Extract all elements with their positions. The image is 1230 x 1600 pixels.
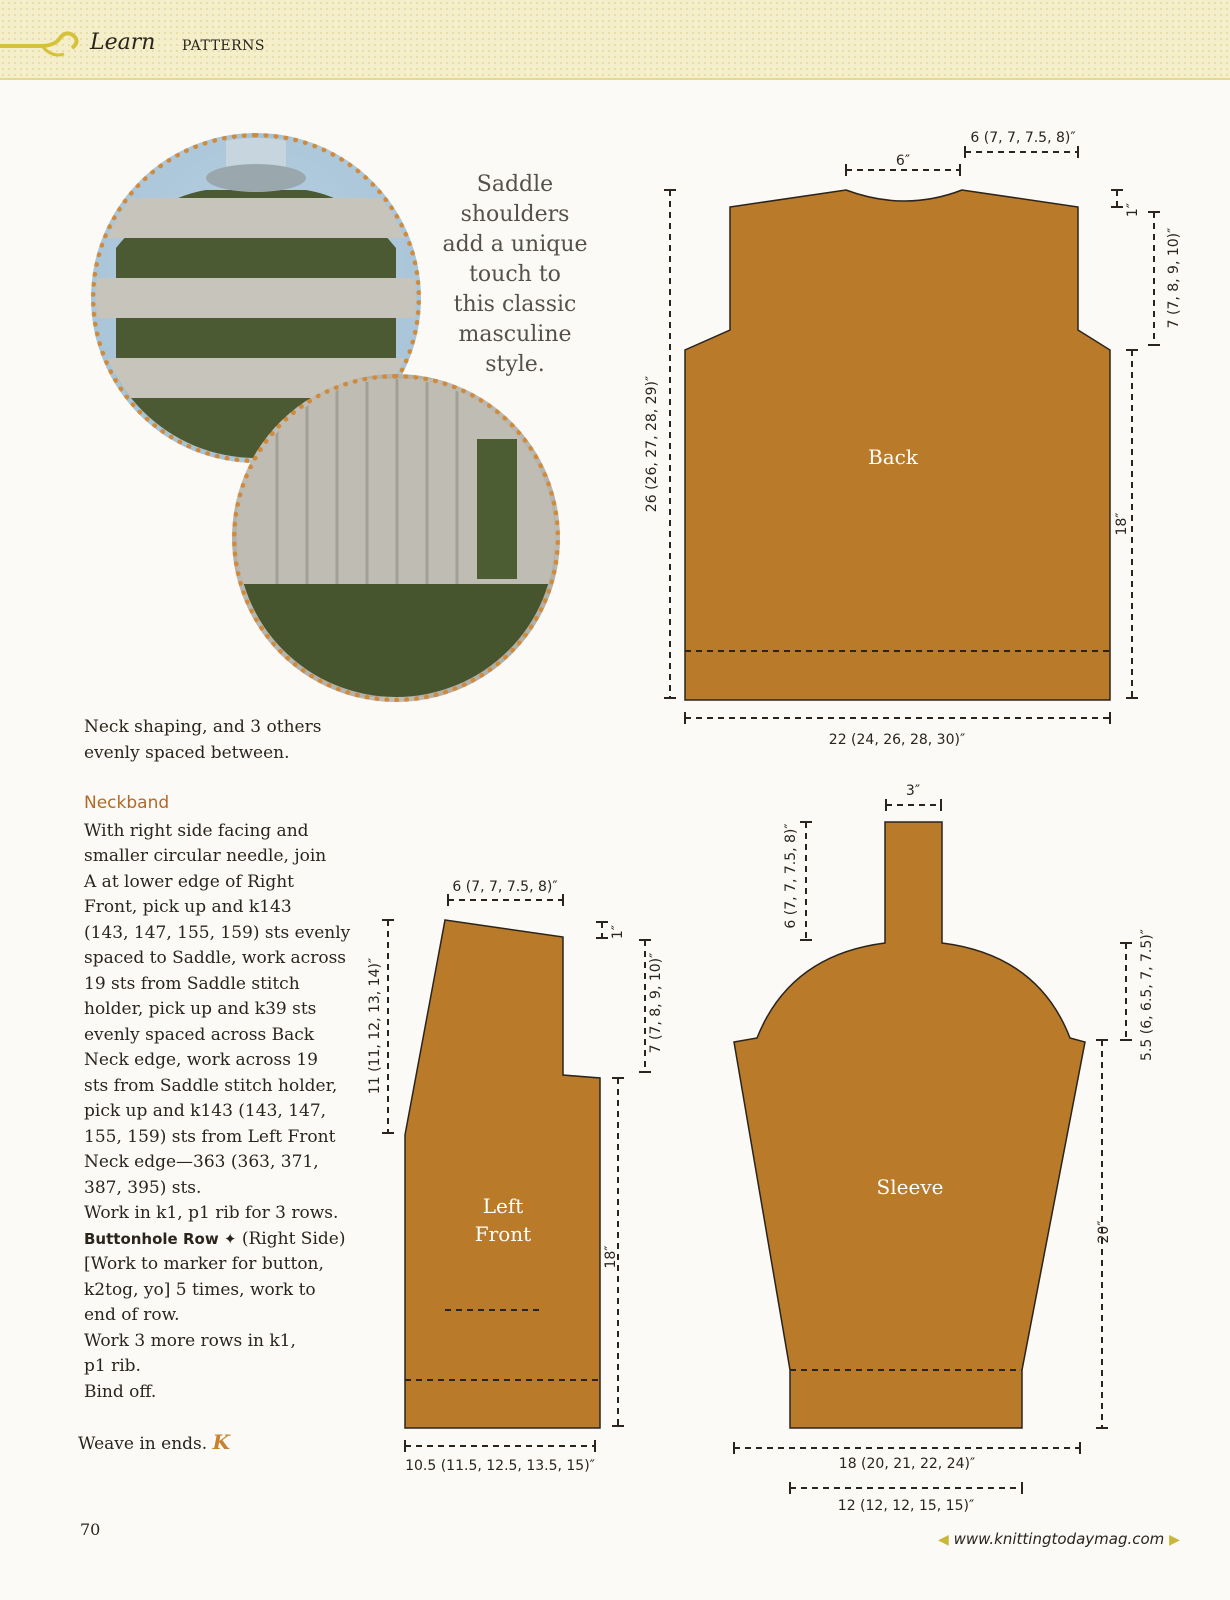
weave-in-text: Weave in ends. K: [78, 1430, 230, 1454]
sleeve-cap-depth: 5.5 (6, 6.5, 7, 7.5)″: [1139, 929, 1155, 1061]
back-shoulder-drop: 1″: [1125, 202, 1141, 218]
left-front-shoulder-width: 6 (7, 7, 7.5, 8)″: [452, 879, 558, 895]
back-armhole-depth: 7 (7, 8, 9, 10)″: [1166, 227, 1182, 329]
end-mark-icon: K: [212, 1430, 230, 1454]
intro-text: Neck shaping, and 3 others evenly spaced between.: [84, 717, 322, 763]
back-width: 22 (24, 26, 28, 30)″: [828, 732, 966, 748]
photo-caption: Saddle shoulders add a unique touch to this classic masculine style.: [442, 172, 588, 377]
buttonhole-label: Buttonhole Row ✦: [84, 1229, 237, 1248]
section-label: PATTERNS: [182, 38, 266, 54]
sleeve-upper-width: 18 (20, 21, 22, 24)″: [838, 1456, 976, 1472]
left-front-width: 10.5 (11.5, 12.5, 13.5, 15)″: [405, 1458, 595, 1474]
left-front-label-line1: Left: [482, 1194, 524, 1218]
sleeve-length: 20″: [1096, 1220, 1112, 1244]
back-label: Back: [868, 445, 918, 469]
back-side-length: 18″: [1114, 512, 1130, 536]
sleeve-saddle-width: 3″: [905, 783, 921, 799]
left-front-armhole-depth: 7 (7, 8, 9, 10)″: [648, 952, 664, 1054]
left-front-neck-depth: 11 (11, 12, 13, 14)″: [367, 957, 383, 1095]
page-number: 70: [80, 1520, 101, 1539]
left-arrow-icon: ◀: [938, 1532, 949, 1548]
footer-url-text: www.knittingtodaymag.com: [953, 1530, 1165, 1548]
left-front-shoulder-drop: 1″: [610, 924, 626, 940]
back-total-length: 26 (26, 27, 28, 29)″: [644, 375, 660, 513]
left-front-side-length: 18″: [603, 1245, 619, 1269]
neckband-section: Neckband With right side facing and smaller circular needle, join A at lower edge of Right Front, pick up and k143 (143, 147, 155, 159) sts evenly spaced to Saddle, work across 19 sts from Saddle stitch holder, pick up and k39 sts evenly spaced across Back Neck edge, work across 19 sts from Saddle stitch holder, pick up and k143 (143, 147, 155, 159) sts from Left Front Neck edge—363 (363, 371, 387, 395) sts. Work in k1, p1 rib for 3 rows. Buttonhole Row ✦ (Right Side) [Work to marker for button, k2tog, yo] 5 times, work to end of row. Work 3 more rows in k1, p1 rib. Bind off.: [84, 791, 354, 1405]
back-neck-width: 6″: [895, 153, 911, 169]
section-word: Learn: [90, 30, 156, 55]
back-shoulder-width: 6 (7, 7, 7.5, 8)″: [970, 130, 1076, 146]
sleeve-saddle-length: 6 (7, 7, 7.5, 8)″: [783, 823, 799, 929]
footer-url[interactable]: [938, 1530, 1180, 1548]
right-arrow-icon: ▶: [1169, 1532, 1180, 1548]
sleeve-cuff-width: 12 (12, 12, 15, 15)″: [837, 1498, 975, 1514]
neckband-heading: Neckband: [84, 793, 170, 813]
left-front-label-line2: Front: [474, 1222, 532, 1246]
sleeve-label: Sleeve: [876, 1175, 944, 1199]
back-piece: [685, 190, 1110, 700]
left-front-piece: [405, 920, 600, 1428]
